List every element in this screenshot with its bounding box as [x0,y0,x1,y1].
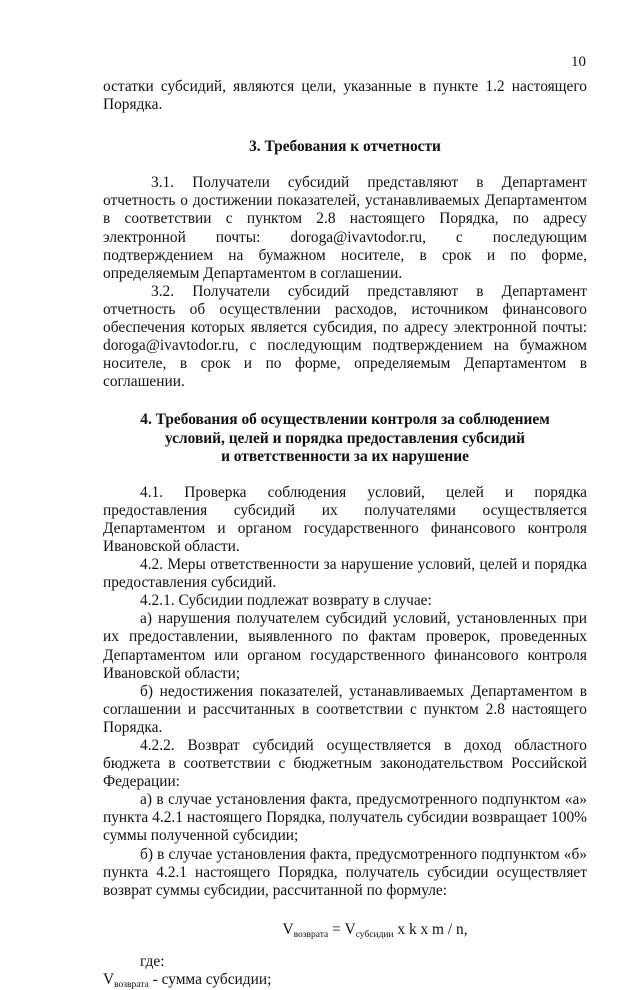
variable-description: - сумма субсидии; [148,971,272,989]
paragraph-4-2: 4.2. Меры ответственности за нарушение условий, целей и порядка предоставления субсидий. [103,556,587,592]
paragraph-3-1: 3.1. Получатели субсидий представляют в Департамент отчетность о достижении показателей, устанавливаемых Департаментом в соответствии с пунктом 2.8 настоящего Порядка, по адресу электронной почты: dorogа@ivavtodor.ru, с последующим подтверждением на бумажном носителе, в срок и по форме, определяемым Департаментом в соглашении. [103,174,587,282]
formula-sub-left: возврата [293,929,329,940]
page-number: 10 [571,54,586,70]
variable-subscript: возврата [114,980,149,990]
section-4-heading-line-3: и ответственности за их нарушение [221,447,469,465]
paragraph-4-2-2-a: а) в случае установления факта, предусмотренного подпунктом «а» пункта 4.2.1 настоящего Порядка, получатель субсидии возвращает 100% суммы полученной субсидии; [103,791,587,845]
formula-equals: = [328,920,345,938]
section-4-heading-line-2: условий, целей и порядка предоставления субсидий [164,429,526,447]
formula-v-left: V [282,920,294,938]
paragraph-4-2-1: 4.2.1. Субсидии подлежат возврату в случае: [140,592,432,610]
paragraph-4-2-1-a: а) нарушения получателем субсидий условий, установленных при их предоставлении, выявленного по фактам проверок, проведенных Департаментом или органом государственного финансового контроля Ивановской области; [103,610,587,682]
section-4-heading-line-1: 4. Требования об осуществлении контроля за соблюдением [140,411,550,429]
section-4-heading [103,411,587,465]
formula-v-right: V [344,920,356,938]
variable-symbol: V [103,971,115,989]
where-label: где: [140,952,165,970]
variable-definition [103,971,587,989]
continuation-paragraph: остатки субсидий, являются цели, указанные в пункте 1.2 настоящего Порядка. [103,78,587,114]
page-content [103,78,587,989]
paragraph-4-2-2: 4.2.2. Возврат субсидий осуществляется в доход областного бюджета в соответствии с бюджетным законодательством Российской Федерации: [103,737,587,791]
paragraph-4-1: 4.1. Проверка соблюдения условий, целей и порядка предоставления субсидий их получателями осуществляется Департаментом и органом государственного финансового контроля Ивановской области. [103,483,587,555]
paragraph-3-2: 3.2. Получатели субсидий представляют в Департамент отчетность об осуществлении расходов, источником финансового обеспечения которых является субсидия, по адресу электронной почты: dorogа@ivavtodor.ru, с последующим подтверждением на бумажном носителе, в срок и по форме, определяемым Департаментом в соглашении. [103,282,587,391]
formula-sub-right: субсидии [355,929,394,940]
formula-rest: x k x m / n, [393,920,468,938]
paragraph-4-2-1-b: б) недостижения показателей, устанавливаемых Департаментом в соглашении и рассчитанных в соответствии с пунктом 2.8 настоящего Порядка. [103,682,587,736]
refund-formula [103,921,587,939]
paragraph-4-2-2-b: б) в случае установления факта, предусмотренного подпунктом «б» пункта 4.2.1 настоящего Порядка, получатель субсидии осуществляет возврат суммы субсидии, рассчитанной по формуле: [103,845,587,899]
section-3-heading: 3. Требования к отчетности [249,138,441,156]
